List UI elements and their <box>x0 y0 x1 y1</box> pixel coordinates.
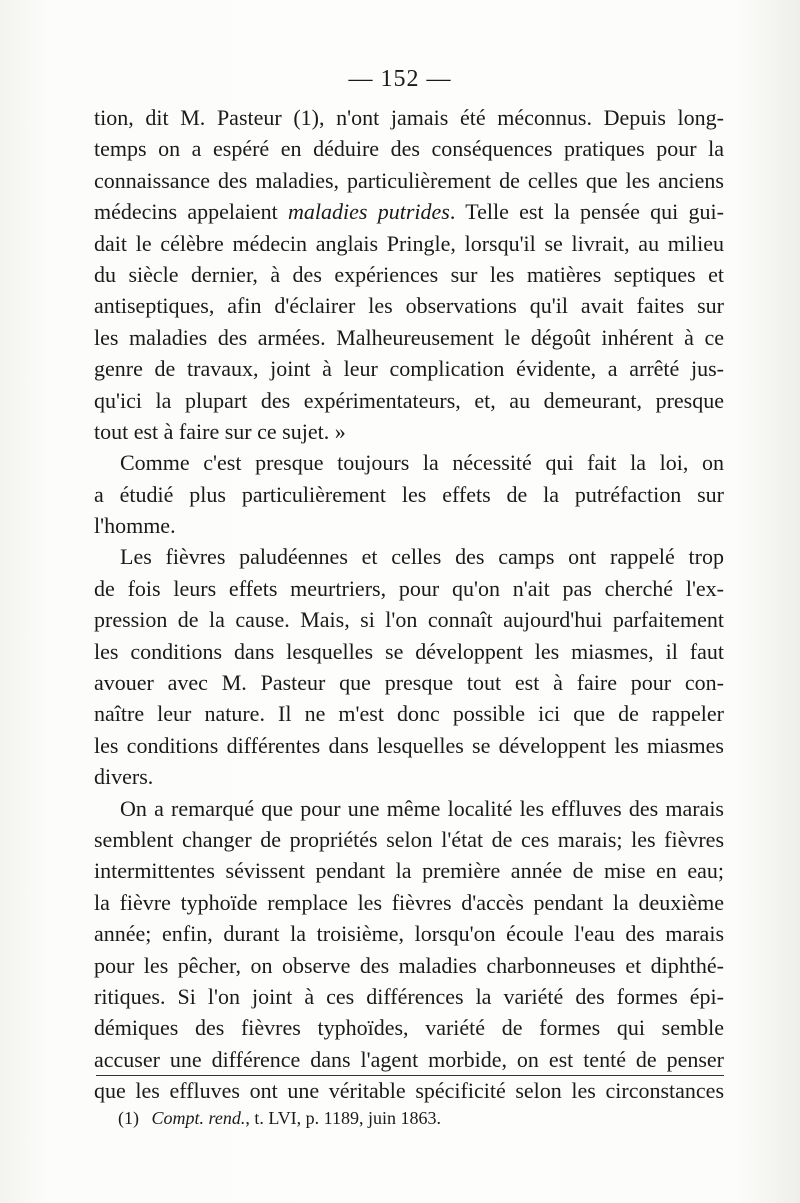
text-line: tout est à faire sur ce sujet. » <box>94 418 346 444</box>
paragraph <box>94 541 724 792</box>
text-line: divers. <box>94 764 154 790</box>
text-line: année; enfin, durant la troisième, lorsqu'on écoule l'eau des marais <box>94 921 724 947</box>
footnote-text: Compt. rend., t. LVI, p. 1189, juin 1863. <box>151 1108 442 1128</box>
text-line: les maladies des armées. Malheureusement le dégoût inhérent à ce <box>94 324 724 350</box>
text-line: médecins appelaient maladies putrides. Telle est la pensée qui gui- <box>94 199 724 225</box>
text-line: de fois leurs effets meurtriers, pour qu'on n'ait pas cherché l'ex- <box>94 575 724 601</box>
text-line: genre de travaux, joint à leur complication évidente, a arrêté jus- <box>94 356 724 382</box>
footnote-mark: (1) <box>118 1108 139 1128</box>
text-line: intermittentes sévissent pendant la première année de mise en eau; <box>94 858 724 884</box>
text-line: connaissance des maladies, particulièrement de celles que les anciens <box>94 167 724 193</box>
text-line: Comme c'est presque toujours la nécessité qui fait la loi, on <box>120 450 724 476</box>
text-line: pour les pêcher, on observe des maladies charbonneuses et diphthé- <box>94 952 724 978</box>
text-line: accuser une différence dans l'agent morbide, on est tenté de penser <box>94 1046 724 1072</box>
text-line: Les fièvres paludéennes et celles des camps ont rappelé trop <box>120 544 724 570</box>
body-text <box>94 102 724 1107</box>
text-line: l'homme. <box>94 513 176 539</box>
text-line: temps on a espéré en déduire des conséquences pratiques pour la <box>94 136 724 162</box>
text-line: pression de la cause. Mais, si l'on connaît aujourd'hui parfaitement <box>94 607 724 633</box>
text-line: dait le célèbre médecin anglais Pringle, lorsqu'il se livrait, au milieu <box>94 230 724 256</box>
journal-title: Compt. rend. <box>151 1108 246 1128</box>
text-line: qu'ici la plupart des expérimentateurs, et, au demeurant, presque <box>94 387 724 413</box>
text-line: la fièvre typhoïde remplace les fièvres d'accès pendant la deuxième <box>94 889 724 915</box>
text-line: ritiques. Si l'on joint à ces différences la variété des formes épi- <box>94 983 724 1009</box>
footnote <box>118 1108 441 1129</box>
text-line: semblent changer de propriétés selon l'état de ces marais; les fièvres <box>94 826 724 852</box>
text-line: naître leur nature. Il ne m'est donc possible ici que de rappeler <box>94 701 724 727</box>
page-number: — 152 — <box>348 66 452 92</box>
text-line: démiques des fièvres typhoïdes, variété de formes qui semble <box>94 1015 724 1041</box>
text-line: antiseptiques, afin d'éclairer les observations qu'il avait faites sur <box>94 293 724 319</box>
italic-phrase: maladies putrides <box>288 199 450 225</box>
paragraph <box>94 102 724 447</box>
text-line: les conditions différentes dans lesquelles se développent les miasmes <box>94 732 724 758</box>
paragraph <box>94 793 724 1107</box>
text-line: les conditions dans lesquelles se développent les miasmes, il faut <box>94 638 724 664</box>
text-line: tion, dit M. Pasteur (1), n'ont jamais été méconnus. Depuis long- <box>94 105 724 130</box>
text-line: du siècle dernier, à des expériences sur les matières septiques et <box>94 261 724 287</box>
footnote-divider <box>96 1075 724 1076</box>
paragraph <box>94 447 724 541</box>
text-line: On a remarqué que pour une même localité les effluves des marais <box>120 795 724 821</box>
text-line: avouer avec M. Pasteur que presque tout est à faire pour con- <box>94 670 724 696</box>
text-line: que les effluves ont une véritable spécificité selon les circonstances <box>94 1078 724 1104</box>
text-line: a étudié plus particulièrement les effets de la putréfaction sur <box>94 481 724 507</box>
